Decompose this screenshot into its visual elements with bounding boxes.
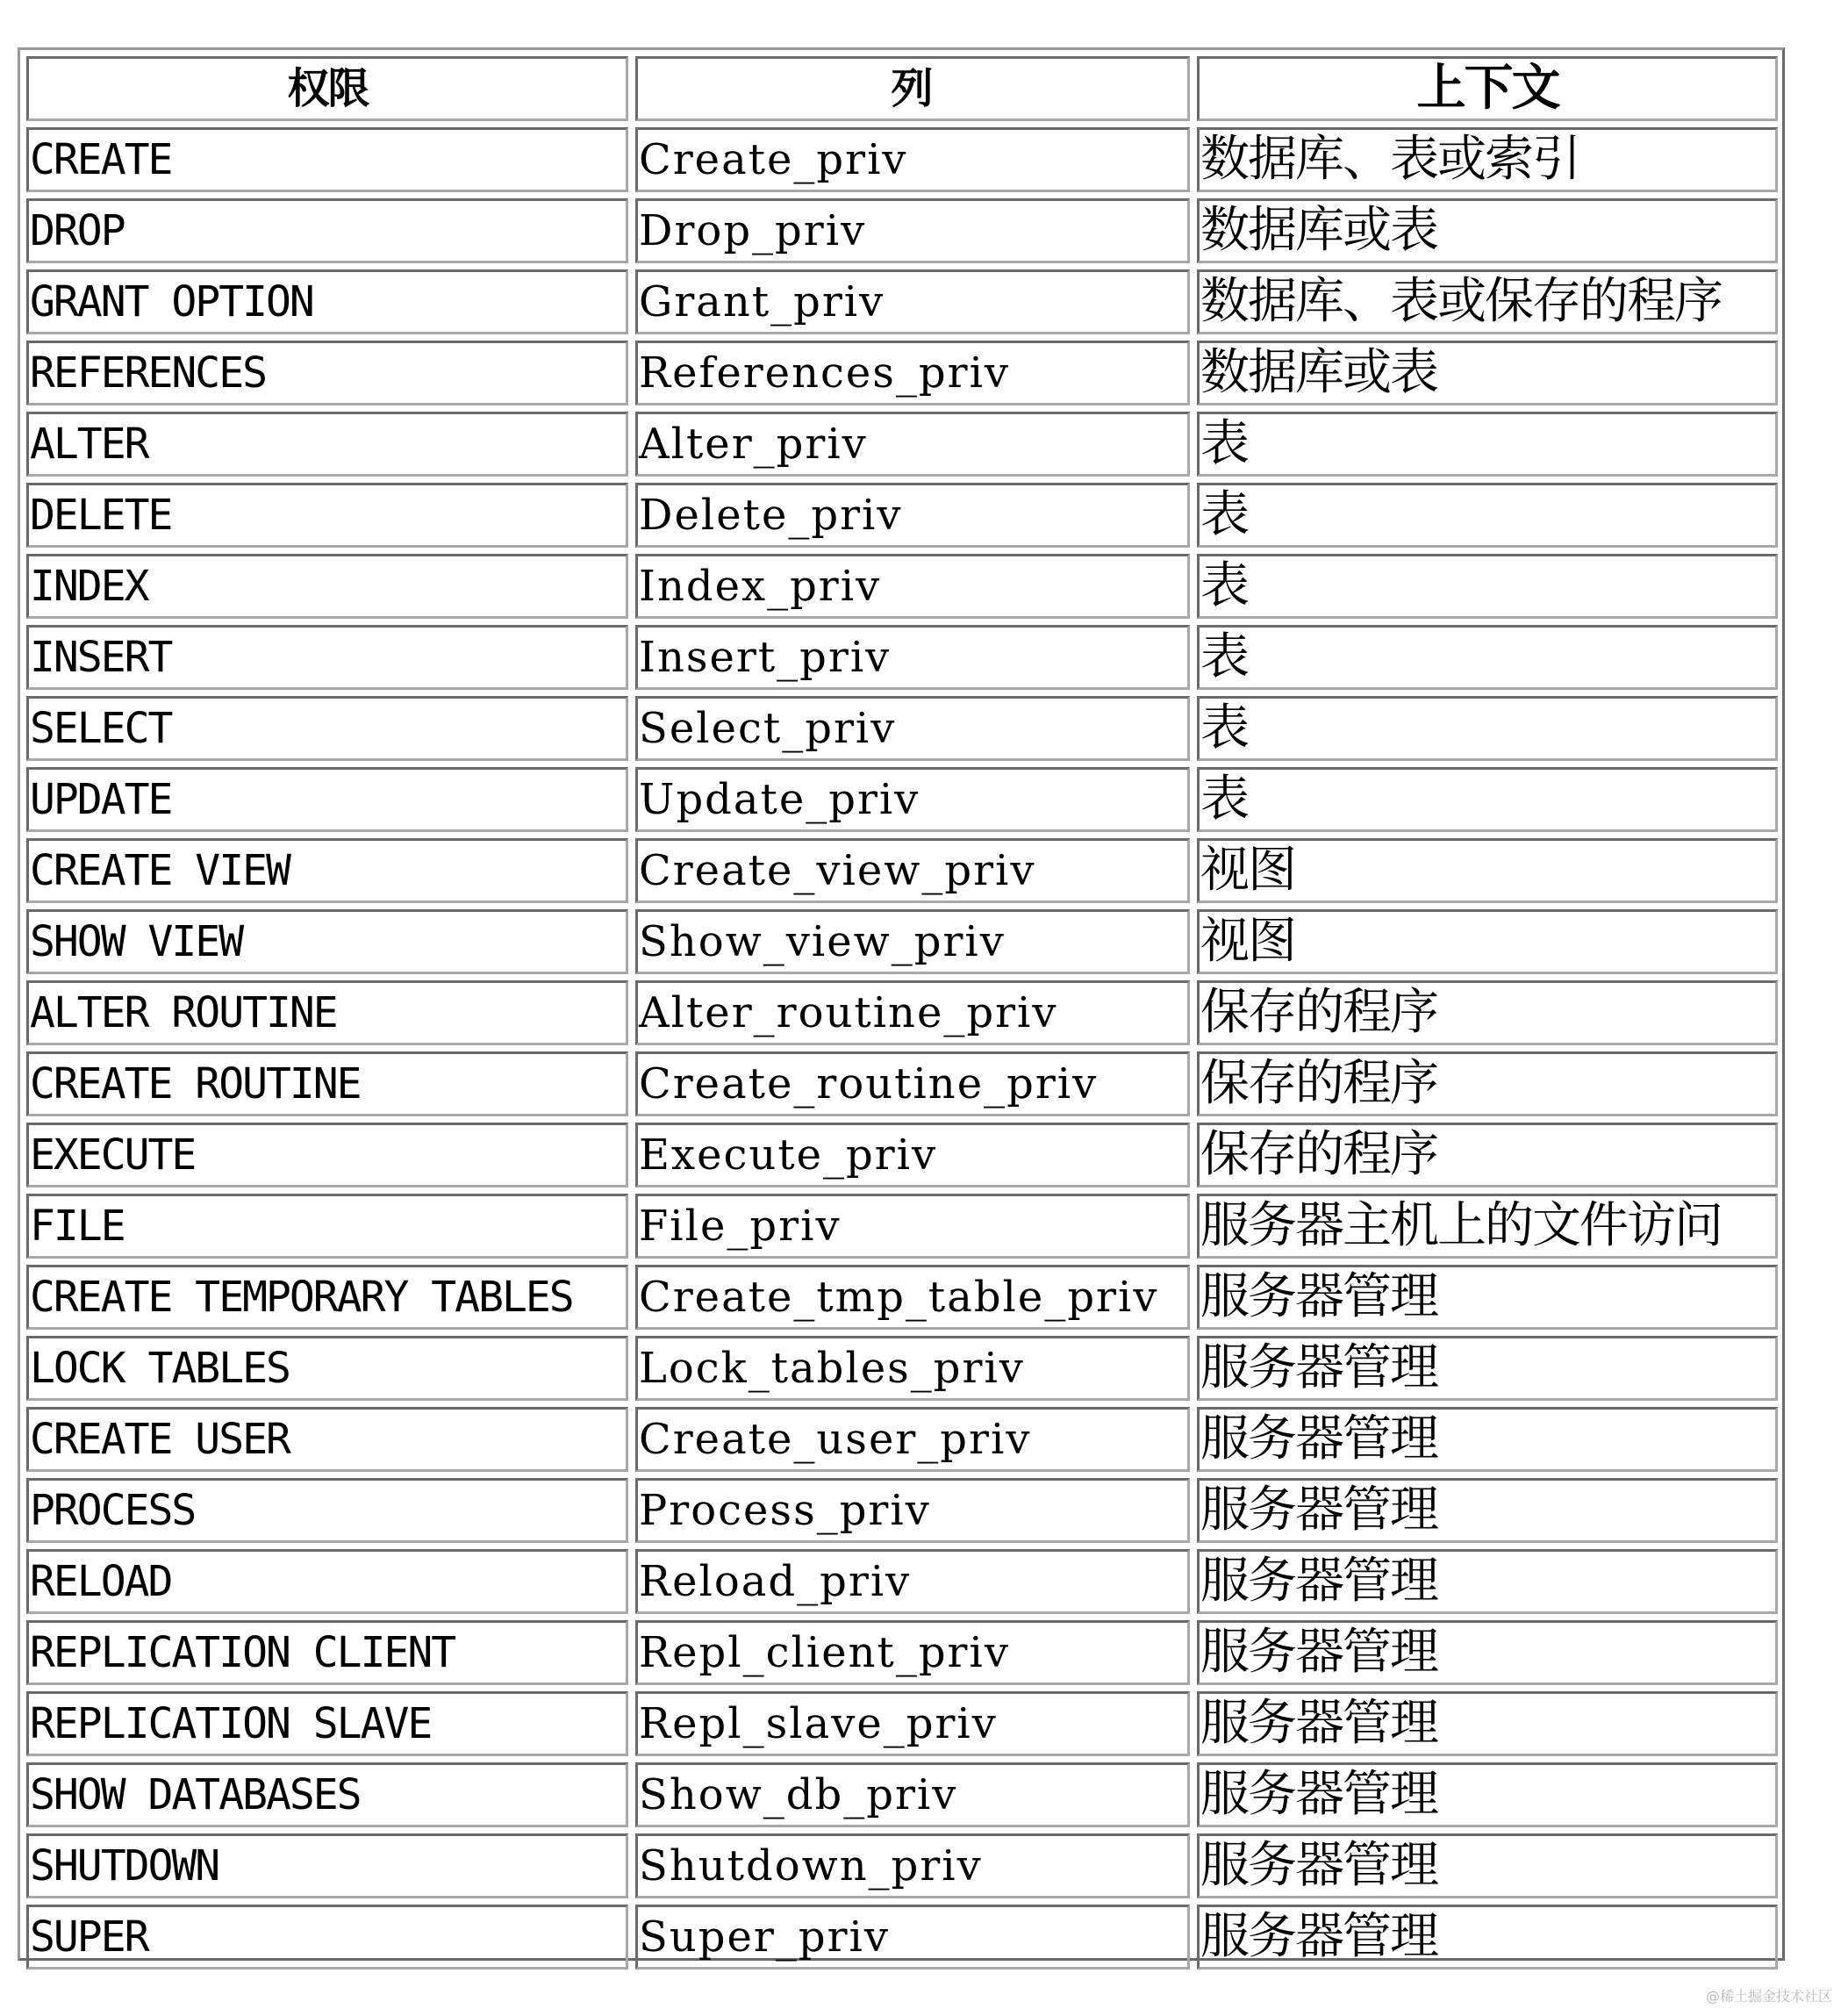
column-cell-text: Alter_priv: [635, 412, 1190, 477]
column-cell: [632, 341, 1193, 412]
header-column-label: 列: [635, 56, 1190, 121]
column-cell: [632, 1194, 1193, 1265]
context-cell-text: 保存的程序: [1197, 1123, 1778, 1187]
column-cell: [632, 980, 1193, 1051]
context-cell: [1193, 1549, 1778, 1620]
table-row: [26, 625, 1778, 696]
privileges-table: [26, 56, 1778, 1976]
column-cell: [632, 1762, 1193, 1833]
table-row: [26, 1265, 1778, 1336]
context-cell: [1193, 1905, 1778, 1976]
context-cell-text: 数据库或表: [1197, 198, 1778, 263]
privilege-cell: [26, 909, 632, 980]
column-cell-text: Show_db_priv: [635, 1762, 1190, 1827]
column-cell-text: Lock_tables_priv: [635, 1336, 1190, 1401]
privilege-cell: [26, 1123, 632, 1194]
column-cell-text: References_priv: [635, 341, 1190, 405]
context-cell-text: 保存的程序: [1197, 980, 1778, 1045]
table-row: [26, 1833, 1778, 1905]
column-cell-text: Select_priv: [635, 696, 1190, 761]
table-row: [26, 483, 1778, 554]
privilege-cell: [26, 554, 632, 625]
context-cell-text: 数据库、表或索引: [1197, 127, 1778, 192]
context-cell-text: 服务器管理: [1197, 1407, 1778, 1472]
watermark: @稀土掘金技术社区: [1705, 1988, 1832, 2005]
context-cell-text: 表: [1197, 483, 1778, 548]
column-cell: [632, 1478, 1193, 1549]
context-cell-text: 表: [1197, 554, 1778, 619]
table-row: [26, 1905, 1778, 1976]
privilege-cell-text: SUPER: [26, 1905, 628, 1970]
column-cell: [632, 1051, 1193, 1123]
context-cell: [1193, 127, 1778, 198]
column-cell: [632, 1549, 1193, 1620]
privilege-cell: [26, 412, 632, 483]
privilege-cell-text: UPDATE: [26, 767, 628, 832]
table-row: [26, 1051, 1778, 1123]
column-cell: [632, 1905, 1193, 1976]
column-cell-text: Create_tmp_table_priv: [635, 1265, 1190, 1330]
privilege-cell-text: LOCK TABLES: [26, 1336, 628, 1401]
column-cell-text: Execute_priv: [635, 1123, 1190, 1187]
table-row: [26, 1620, 1778, 1691]
context-cell: [1193, 1336, 1778, 1407]
privilege-cell-text: CREATE ROUTINE: [26, 1051, 628, 1116]
column-cell-text: Show_view_priv: [635, 909, 1190, 974]
context-cell-text: 数据库、表或保存的程序: [1197, 269, 1778, 334]
privilege-cell: [26, 269, 632, 341]
context-cell: [1193, 1123, 1778, 1194]
context-cell: [1193, 198, 1778, 269]
context-cell-text: 服务器管理: [1197, 1265, 1778, 1330]
privilege-cell-text: SHOW DATABASES: [26, 1762, 628, 1827]
table-row: [26, 412, 1778, 483]
context-cell-text: 表: [1197, 696, 1778, 761]
context-cell-text: 服务器管理: [1197, 1691, 1778, 1756]
table-row: [26, 1336, 1778, 1407]
column-cell: [632, 1265, 1193, 1336]
context-cell-text: 服务器管理: [1197, 1620, 1778, 1685]
privilege-cell-text: CREATE: [26, 127, 628, 192]
privilege-cell-text: PROCESS: [26, 1478, 628, 1543]
header-column: [632, 56, 1193, 127]
column-cell: [632, 1123, 1193, 1194]
privilege-cell-text: EXECUTE: [26, 1123, 628, 1187]
context-cell: [1193, 483, 1778, 554]
table-row: [26, 1478, 1778, 1549]
privilege-cell-text: DROP: [26, 198, 628, 263]
privilege-cell: [26, 1905, 632, 1976]
privilege-cell-text: CREATE TEMPORARY TABLES: [26, 1265, 628, 1330]
header-privilege-label: 权限: [26, 56, 628, 121]
privilege-cell-text: REFERENCES: [26, 341, 628, 405]
context-cell: [1193, 554, 1778, 625]
privilege-cell-text: SHOW VIEW: [26, 909, 628, 974]
column-cell: [632, 625, 1193, 696]
context-cell: [1193, 696, 1778, 767]
table-row: [26, 838, 1778, 909]
privilege-cell-text: RELOAD: [26, 1549, 628, 1614]
column-cell: [632, 767, 1193, 838]
privilege-cell: [26, 767, 632, 838]
privilege-cell-text: SHUTDOWN: [26, 1833, 628, 1898]
context-cell: [1193, 1691, 1778, 1762]
privilege-cell-text: ALTER: [26, 412, 628, 477]
column-cell: [632, 1336, 1193, 1407]
privilege-cell: [26, 1549, 632, 1620]
context-cell: [1193, 1762, 1778, 1833]
context-cell-text: 视图: [1197, 838, 1778, 903]
table-body: [26, 127, 1778, 1976]
column-cell: [632, 198, 1193, 269]
column-cell-text: Grant_priv: [635, 269, 1190, 334]
privilege-cell: [26, 1265, 632, 1336]
context-cell-text: 服务器主机上的文件访问: [1197, 1194, 1778, 1259]
table-row: [26, 1549, 1778, 1620]
privilege-cell: [26, 127, 632, 198]
header-privilege: [26, 56, 632, 127]
context-cell: [1193, 269, 1778, 341]
privilege-cell: [26, 1051, 632, 1123]
context-cell: [1193, 1194, 1778, 1265]
context-cell: [1193, 767, 1778, 838]
column-cell: [632, 412, 1193, 483]
table-row: [26, 554, 1778, 625]
table-row: [26, 1194, 1778, 1265]
column-cell-text: Drop_priv: [635, 198, 1190, 263]
privilege-cell-text: FILE: [26, 1194, 628, 1259]
privilege-cell-text: REPLICATION SLAVE: [26, 1691, 628, 1756]
privilege-cell: [26, 198, 632, 269]
privilege-cell-text: GRANT OPTION: [26, 269, 628, 334]
privilege-cell-text: INSERT: [26, 625, 628, 690]
privilege-cell-text: INDEX: [26, 554, 628, 619]
column-cell-text: Repl_slave_priv: [635, 1691, 1190, 1756]
column-cell-text: Create_view_priv: [635, 838, 1190, 903]
table-row: [26, 269, 1778, 341]
privilege-cell: [26, 696, 632, 767]
column-cell-text: Delete_priv: [635, 483, 1190, 548]
context-cell: [1193, 838, 1778, 909]
context-cell-text: 数据库或表: [1197, 341, 1778, 405]
column-cell-text: Process_priv: [635, 1478, 1190, 1543]
context-cell: [1193, 1265, 1778, 1336]
privilege-cell: [26, 1194, 632, 1265]
privilege-cell: [26, 1336, 632, 1407]
context-cell-text: 服务器管理: [1197, 1478, 1778, 1543]
context-cell-text: 服务器管理: [1197, 1905, 1778, 1970]
privileges-table-frame: [18, 47, 1785, 1965]
context-cell: [1193, 909, 1778, 980]
column-cell-text: Insert_priv: [635, 625, 1190, 690]
column-cell: [632, 1407, 1193, 1478]
context-cell-text: 视图: [1197, 909, 1778, 974]
privilege-cell: [26, 1762, 632, 1833]
privilege-cell-text: SELECT: [26, 696, 628, 761]
table-row: [26, 1407, 1778, 1478]
column-cell-text: Create_user_priv: [635, 1407, 1190, 1472]
column-cell: [632, 1620, 1193, 1691]
column-cell-text: Repl_client_priv: [635, 1620, 1190, 1685]
privilege-cell: [26, 1407, 632, 1478]
context-cell-text: 表: [1197, 767, 1778, 832]
context-cell: [1193, 980, 1778, 1051]
column-cell: [632, 1691, 1193, 1762]
column-cell-text: Super_priv: [635, 1905, 1190, 1970]
context-cell: [1193, 1833, 1778, 1905]
table-row: [26, 696, 1778, 767]
table-row: [26, 767, 1778, 838]
context-cell: [1193, 341, 1778, 412]
column-cell-text: Create_priv: [635, 127, 1190, 192]
privilege-cell-text: REPLICATION CLIENT: [26, 1620, 628, 1685]
table-row: [26, 909, 1778, 980]
context-cell: [1193, 1478, 1778, 1549]
column-cell-text: Create_routine_priv: [635, 1051, 1190, 1116]
context-cell-text: 保存的程序: [1197, 1051, 1778, 1116]
context-cell: [1193, 1620, 1778, 1691]
privilege-cell: [26, 483, 632, 554]
column-cell-text: Update_priv: [635, 767, 1190, 832]
privilege-cell: [26, 625, 632, 696]
privilege-cell-text: CREATE USER: [26, 1407, 628, 1472]
privilege-cell: [26, 1833, 632, 1905]
privilege-cell-text: DELETE: [26, 483, 628, 548]
privilege-cell: [26, 1691, 632, 1762]
table-row: [26, 127, 1778, 198]
table-row: [26, 980, 1778, 1051]
privilege-cell: [26, 1478, 632, 1549]
column-cell: [632, 838, 1193, 909]
column-cell: [632, 127, 1193, 198]
table-row: [26, 1762, 1778, 1833]
context-cell: [1193, 1051, 1778, 1123]
column-cell: [632, 269, 1193, 341]
context-cell-text: 表: [1197, 412, 1778, 477]
privilege-cell-text: ALTER ROUTINE: [26, 980, 628, 1045]
context-cell: [1193, 412, 1778, 483]
context-cell-text: 服务器管理: [1197, 1549, 1778, 1614]
table-row: [26, 198, 1778, 269]
header-context-label: 上下文: [1197, 56, 1778, 121]
privilege-cell: [26, 341, 632, 412]
header-context: [1193, 56, 1778, 127]
privilege-cell: [26, 1620, 632, 1691]
context-cell-text: 服务器管理: [1197, 1762, 1778, 1827]
column-cell-text: Reload_priv: [635, 1549, 1190, 1614]
table-row: [26, 1123, 1778, 1194]
table-row: [26, 1691, 1778, 1762]
privilege-cell: [26, 838, 632, 909]
column-cell: [632, 1833, 1193, 1905]
column-cell-text: Index_priv: [635, 554, 1190, 619]
column-cell-text: Shutdown_priv: [635, 1833, 1190, 1898]
context-cell-text: 表: [1197, 625, 1778, 690]
column-cell: [632, 483, 1193, 554]
privilege-cell: [26, 980, 632, 1051]
context-cell-text: 服务器管理: [1197, 1336, 1778, 1401]
column-cell: [632, 554, 1193, 625]
context-cell: [1193, 625, 1778, 696]
column-cell-text: File_priv: [635, 1194, 1190, 1259]
column-cell-text: Alter_routine_priv: [635, 980, 1190, 1045]
context-cell-text: 服务器管理: [1197, 1833, 1778, 1898]
column-cell: [632, 696, 1193, 767]
column-cell: [632, 909, 1193, 980]
privilege-cell-text: CREATE VIEW: [26, 838, 628, 903]
table-row: [26, 341, 1778, 412]
table-header-row: [26, 56, 1778, 127]
context-cell: [1193, 1407, 1778, 1478]
